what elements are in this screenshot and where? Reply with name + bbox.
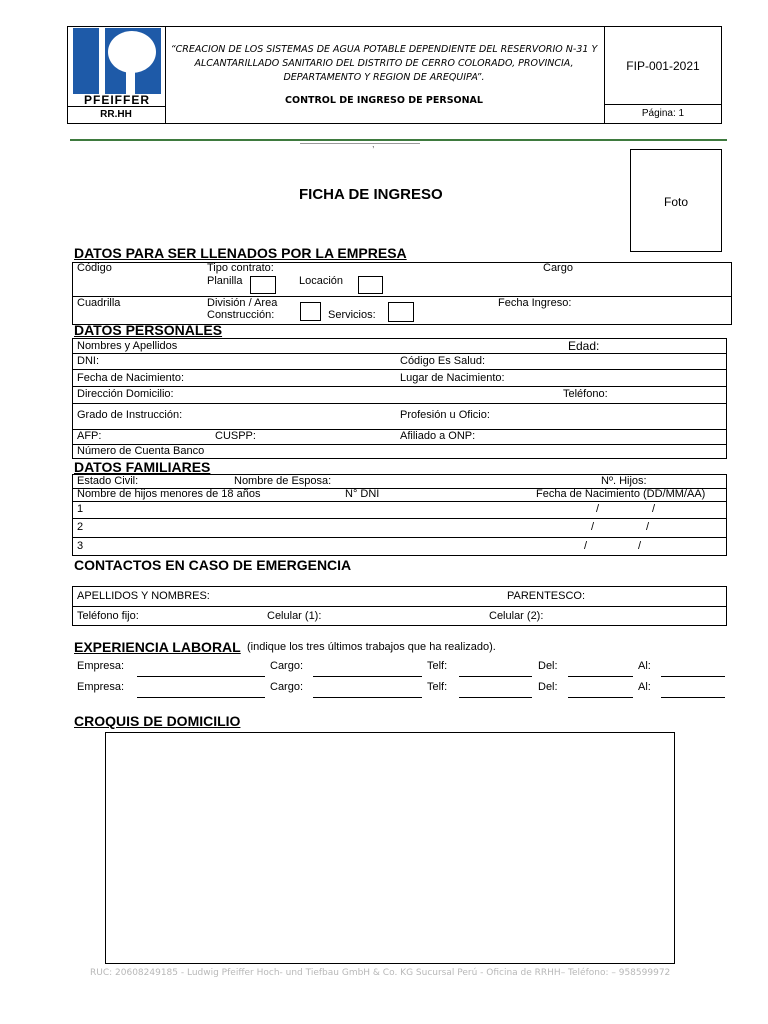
cargo-label: Cargo: [543, 262, 573, 274]
hijo-row-number: 1: [77, 503, 84, 515]
hijos-menores-label: Nombre de hijos menores de 18 años: [77, 488, 261, 500]
afp-label: AFP:: [77, 430, 102, 442]
division-label: División / Area: [207, 297, 278, 309]
servicios-checkbox[interactable]: [388, 302, 414, 322]
cargo-input-line[interactable]: [313, 697, 422, 698]
document-code: FIP-001-2021: [626, 59, 700, 73]
planilla-label: Planilla: [207, 275, 243, 287]
telefono-label: Teléfono:: [563, 388, 608, 400]
section-experiencia-heading: EXPERIENCIA LABORAL: [74, 639, 241, 655]
personales-divider-4: [72, 403, 727, 404]
page-number: Página: 1: [641, 108, 685, 119]
domicilio-label: Dirección Domicilio:: [77, 388, 174, 400]
familiares-divider-4: [72, 537, 727, 538]
form-title: FICHA DE INGRESO: [299, 186, 443, 203]
locacion-label: Locación: [299, 275, 344, 287]
experiencia-note: (indique los tres últimos trabajos que ha realizado).: [247, 641, 496, 653]
section-croquis-heading: CROQUIS DE DOMICILIO: [74, 713, 241, 729]
section-emergencia-heading: CONTACTOS EN CASO DE EMERGENCIA: [74, 557, 352, 573]
al-input-line[interactable]: [661, 697, 725, 698]
del-input-line[interactable]: [568, 697, 633, 698]
header-rule-right: [604, 104, 722, 105]
photo-label: Foto: [663, 195, 688, 209]
cargo-label: Cargo:: [270, 660, 304, 672]
empresa-input-line[interactable]: [137, 697, 265, 698]
green-rule: [70, 139, 727, 141]
empresa-row-divider: [72, 296, 732, 297]
document-subtitle: CONTROL DE INGRESO DE PERSONAL: [285, 95, 483, 106]
codigo-label: Código: [77, 262, 112, 274]
date-slash: /: [591, 521, 595, 533]
edad-label: Edad:: [568, 339, 600, 353]
footer-text: RUC: 20608249185 - Ludwig Pfeiffer Hoch- und Tiefbau GmbH & Co. KG Sucursal Perú - Oficina de RRHH– Teléfono: – 958599972: [90, 968, 671, 978]
familiares-divider-3: [72, 518, 727, 519]
al-input-line[interactable]: [661, 676, 725, 677]
del-label: Del:: [538, 681, 558, 693]
empresa-label: Empresa:: [77, 681, 125, 693]
cuenta-banco-label: Número de Cuenta Banco: [77, 445, 205, 457]
telf-input-line[interactable]: [459, 676, 532, 677]
dni-label: DNI:: [77, 355, 99, 367]
date-slash: /: [584, 540, 588, 552]
telf-label: Telf:: [427, 660, 448, 672]
essalud-label: Código Es Salud:: [400, 355, 485, 367]
del-input-line[interactable]: [568, 676, 633, 677]
hijos-dni-label: N° DNI: [345, 488, 380, 500]
section-familiares-heading: DATOS FAMILIARES: [74, 459, 211, 475]
personales-divider-3: [72, 386, 727, 387]
telf-label: Telf:: [427, 681, 448, 693]
telf-input-line[interactable]: [459, 697, 532, 698]
servicios-label: Servicios:: [328, 309, 376, 321]
locacion-checkbox[interactable]: [358, 276, 383, 294]
date-slash: /: [652, 503, 656, 515]
construccion-checkbox[interactable]: [300, 302, 321, 321]
lugar-nacimiento-label: Lugar de Nacimiento:: [400, 372, 505, 384]
section-personales-heading: DATOS PERSONALES: [74, 322, 223, 338]
tipo-contrato-label: Tipo contrato:: [207, 262, 274, 274]
department-label: RR.HH: [100, 109, 132, 120]
empresa-input-line[interactable]: [137, 676, 265, 677]
hijos-fecha-label: Fecha de Nacimiento (DD/MM/AA): [536, 488, 706, 500]
cuadrilla-label: Cuadrilla: [77, 297, 121, 309]
cuspp-label: CUSPP:: [215, 430, 256, 442]
hijo-row-number: 2: [77, 521, 84, 533]
esposa-label: Nombre de Esposa:: [234, 475, 332, 487]
nombres-label: Nombres y Apellidos: [77, 340, 178, 352]
empresa-label: Empresa:: [77, 660, 125, 672]
celular1-label: Celular (1):: [267, 610, 322, 622]
emergencia-divider: [72, 606, 727, 607]
construccion-label: Construcción:: [207, 309, 275, 321]
header-divider-left: [165, 26, 166, 124]
thin-rule: [300, 143, 420, 144]
company-logo: [71, 28, 163, 106]
onp-label: Afiliado a ONP:: [400, 430, 476, 442]
celular2-label: Celular (2):: [489, 610, 544, 622]
instruccion-label: Grado de Instrucción:: [77, 409, 183, 421]
date-slash: /: [646, 521, 650, 533]
hijo-row-number: 3: [77, 540, 84, 552]
apellidos-nombres-label: APELLIDOS Y NOMBRES:: [77, 590, 210, 602]
planilla-checkbox[interactable]: [250, 276, 276, 294]
al-label: Al:: [638, 681, 651, 693]
telefono-fijo-label: Teléfono fijo:: [77, 610, 139, 622]
project-title: “CREACION DE LOS SISTEMAS DE AGUA POTABLE DEPENDIENTE DEL RESERVORIO N-31 Y ALCANTARILLADO SANITARIO DEL DISTRITO DE CERRO COLORADO, PROVINCIA, DEPARTAMENTO Y REGION DE AREQUIPA”.: [170, 44, 598, 83]
cargo-label: Cargo:: [270, 681, 304, 693]
logo-text: PFEIFFER: [83, 93, 150, 107]
num-hijos-label: Nº. Hijos:: [601, 475, 647, 487]
fecha-ingreso-label: Fecha Ingreso:: [498, 297, 572, 309]
personales-divider-1: [72, 353, 727, 354]
del-label: Del:: [538, 660, 558, 672]
date-slash: /: [638, 540, 642, 552]
cargo-input-line[interactable]: [313, 676, 422, 677]
date-slash: /: [596, 503, 600, 515]
al-label: Al:: [638, 660, 651, 672]
small-mark: ,: [372, 139, 375, 149]
estado-civil-label: Estado Civil:: [77, 475, 139, 487]
croquis-drawing-area[interactable]: [105, 732, 675, 964]
fecha-nacimiento-label: Fecha de Nacimiento:: [77, 372, 184, 384]
section-empresa-heading: DATOS PARA SER LLENADOS POR LA EMPRESA: [74, 245, 407, 261]
familiares-divider-2: [72, 501, 727, 502]
profesion-label: Profesión u Oficio:: [400, 409, 490, 421]
parentesco-label: PARENTESCO:: [507, 590, 586, 602]
personales-divider-2: [72, 369, 727, 370]
